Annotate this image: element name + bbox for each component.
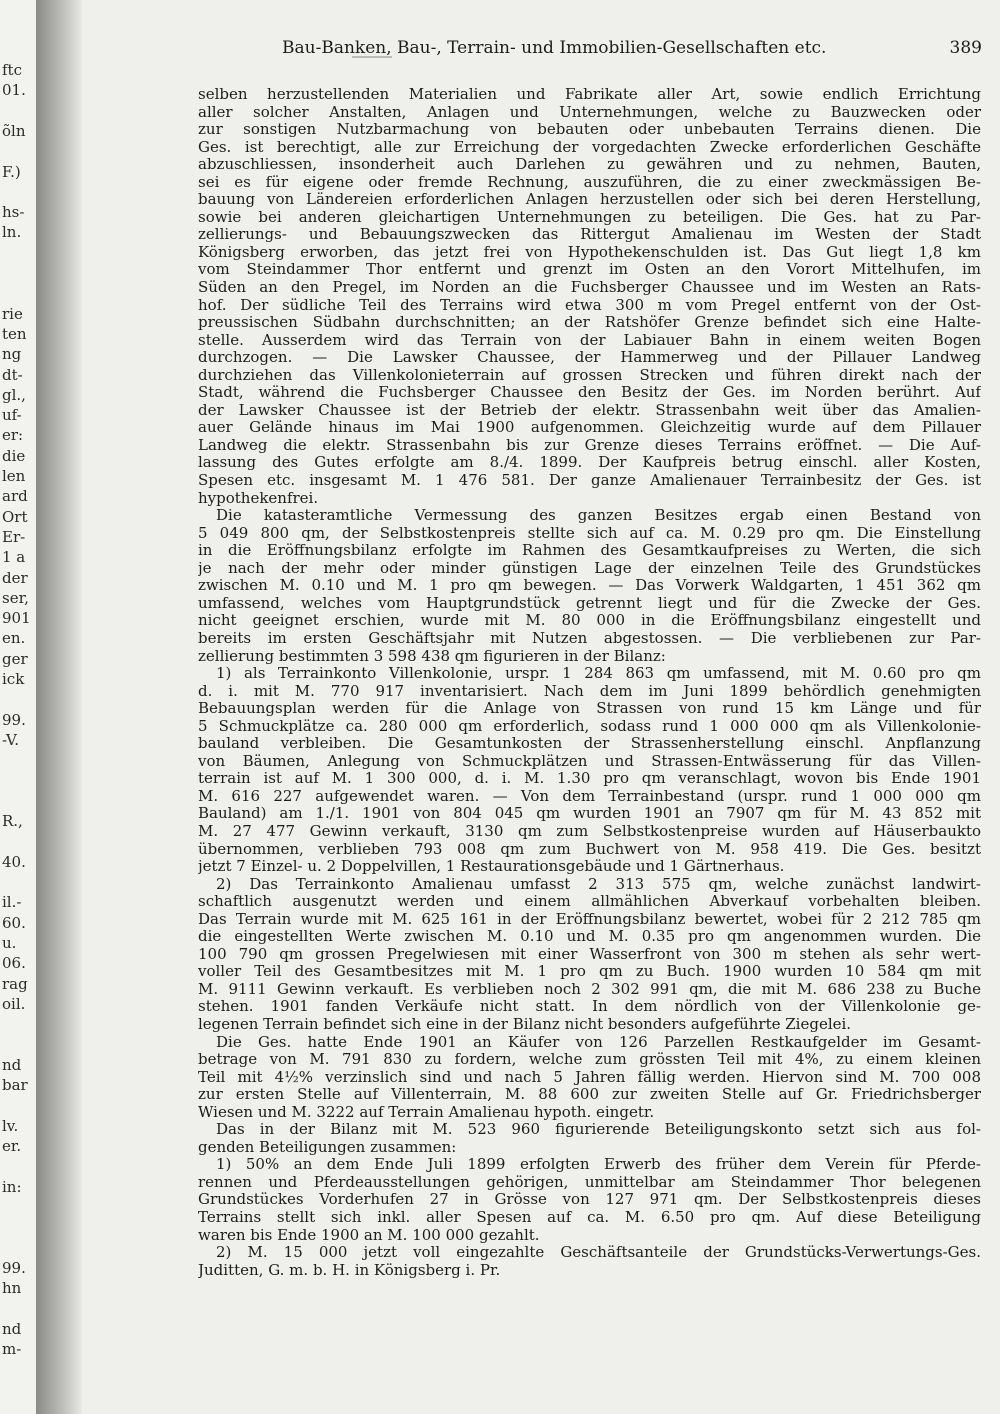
text-line: Das in der Bilanz mit M. 523 960 figurierende Beteiligungskonto setzt sich aus fol- <box>216 1121 981 1139</box>
margin-fragment: 60. <box>2 913 26 932</box>
text-line: Die Ges. hatte Ende 1901 an Käufer von 126 Parzellen Restkaufgelder im Gesamt- <box>216 1033 981 1051</box>
text-line: 2) Das Terrainkonto Amalienau umfasst 2 313 575 qm, welche zunächst landwirt- <box>216 875 981 893</box>
margin-fragment: hn <box>2 1279 22 1297</box>
text-line: genden Beteiligungen zusammen: <box>198 1138 457 1156</box>
running-head <box>282 38 982 62</box>
text-line: nicht geeignet erschien, wurde mit M. 80 000 in die Eröffnungsbilanz eingestellt und <box>198 612 981 630</box>
margin-fragment: 99. <box>2 1258 26 1277</box>
text-line: schaftlich ausgenutzt werden und einem allmählichen Abverkauf vorbehalten bleiben. <box>198 893 981 911</box>
margin-fragment: 99. <box>2 710 26 729</box>
text-line: übernommen, verblieben 793 008 qm zum Buchwert von M. 958 419. Die Ges. besitzt <box>198 840 981 858</box>
text-line: voller Teil des Gesamtbesitzes mit M. 1 pro qm zu Buch. 1900 wurden 10 584 qm mit <box>198 963 981 981</box>
margin-fragment: ten <box>2 324 27 343</box>
book-gutter-shadow <box>36 0 82 1414</box>
margin-fragment: 40. <box>2 852 26 871</box>
text-line: durchziehen das Villenkolonieterrain auf grossen Strecken und führen direkt nach der <box>198 366 981 384</box>
text-line: jetzt 7 Einzel- u. 2 Doppelvillen, 1 Restaurationsgebäude und 1 Gärtnerhaus. <box>198 858 785 876</box>
text-line: rennen und Pferdeausstellungen gehörigen, unmittelbar am Steindammer Thor belegenen <box>198 1173 981 1191</box>
margin-fragment: len <box>2 467 26 485</box>
margin-fragment: er. <box>2 1136 22 1155</box>
text-line: die eingestellten Werte zwischen M. 0.10 und M. 0.35 pro qm angenommen wurden. Die <box>198 928 981 946</box>
text-line: umfassend, welches vom Hauptgrundstück getrennt liegt und für die Zwecke der Ges. <box>198 594 981 612</box>
margin-fragment: nd <box>2 1055 22 1074</box>
text-line: bauung von Ländereien erforderlichen Anlagen herzustellen oder sich bei deren Herstellung, <box>198 191 981 209</box>
margin-fragment: nd <box>2 1319 22 1338</box>
text-line: auer Gelände hinaus im Mai 1900 aufgenommen. Gleichzeitig wurde auf dem Pillauer <box>198 419 981 437</box>
body-text <box>198 86 981 1279</box>
text-line: Grundstückes Vorderhufen 27 in Grösse von 127 971 qm. Der Selbstkostenpreis dieses <box>198 1191 981 1209</box>
text-line: M. 27 477 Gewinn verkauft, 3130 qm zum Selbstkostenpreise wurden auf Häuserbaukto <box>198 822 981 840</box>
text-line: zellierung bestimmten 3 598 438 qm figurieren in der Bilanz: <box>198 647 666 665</box>
text-line: je nach der mehr oder minder günstigen Lage der einzelnen Teile des Grundstückes <box>198 559 981 577</box>
text-line: 2) M. 15 000 jetzt voll eingezahlte Geschäftsanteile der Grundstücks-Verwertungs-Ges. <box>216 1244 981 1262</box>
text-line: d. i. mit M. 770 917 inventarisiert. Nach dem im Juni 1899 behördlich genehmigten <box>198 682 981 700</box>
text-line: legenen Terrain befindet sich eine in der Bilanz nicht besonders aufgeführte Ziegelei. <box>198 1015 852 1033</box>
text-line: Spesen etc. insgesamt M. 1 476 581. Der ganze Amalienauer Terrainbesitz der Ges. ist <box>198 472 981 490</box>
margin-fragment: u. <box>2 933 17 952</box>
text-line: abzuschliessen, insonderheit auch Darlehen zu gewähren und zu nehmen, Bauten, <box>198 156 981 174</box>
margin-fragment: in: <box>2 1177 22 1196</box>
text-line: lassung des Gutes erfolgte am 8./4. 1899. Der Kaufpreis betrug einschl. aller Kosten, <box>198 454 981 472</box>
text-line: preussischen Südbahn durchschnitten; an der Ratshöfer Grenze befindet sich eine Halte- <box>198 314 981 332</box>
text-line: zur sonstigen Nutzbarmachung von bebauten oder unbebauten Terrains dienen. Die <box>198 121 981 139</box>
text-line: betrage von M. 791 830 zu fordern, welche zum grössten Teil mit 4%, zu einem kleinen <box>198 1051 981 1069</box>
text-line: stehen. 1901 fanden Verkäufe nicht statt. In dem nördlich von der Villenkolonie ge- <box>198 998 981 1016</box>
margin-fragment: hs- <box>2 203 25 222</box>
text-line: Terrains stellt sich inkl. aller Spesen auf ca. M. 6.50 pro qm. Auf diese Beteiligung <box>198 1209 981 1226</box>
margin-fragment: uf- <box>2 406 22 425</box>
text-line: zur ersten Stelle auf Villenterrain, M. 88 600 zur zweiten Stelle auf Gr. Friedrichsberger <box>198 1086 981 1104</box>
text-line: Juditten, G. m. b. H. in Königsberg i. Pr. <box>198 1261 501 1279</box>
text-line: bereits im ersten Geschäftsjahr mit Nutzen abgestossen. — Die verbliebenen zur Par- <box>198 629 981 647</box>
running-title: Bau-Banken, Bau-, Terrain- und Immobilien-Gesellschaften etc. <box>282 38 827 58</box>
margin-fragment: 06. <box>2 954 26 973</box>
text-line: bauland verbleiben. Die Gesamtunkosten der Strassenherstellung einschl. Anpflanzung <box>198 735 981 753</box>
text-line: Königsberg erworben, das jetzt frei von Hypothekenschulden ist. Das Gut liegt 1,8 km <box>198 243 981 261</box>
text-line: terrain ist auf M. 1 300 000, d. i. M. 1.30 pro qm veranschlagt, wovon bis Ende 1901 <box>198 770 981 788</box>
book-page <box>82 0 1000 1414</box>
margin-fragment: m- <box>2 1339 22 1358</box>
margin-fragment: ng <box>2 345 22 364</box>
text-line: 1) 50% an dem Ende Juli 1899 erfolgten Erwerb des früher dem Verein für Pferde- <box>216 1156 981 1174</box>
text-line: Süden an den Pregel, im Norden an die Fuchsberger Chaussee und im Westen an Rats- <box>198 279 981 297</box>
margin-fragment: bar <box>2 1076 28 1094</box>
margin-fragment: R., <box>2 812 23 831</box>
margin-fragment: õln <box>2 121 26 140</box>
margin-fragment: der <box>2 568 28 587</box>
text-line: selben herzustellenden Materialien und Fabrikate aller Art, sowie endlich Errichtung <box>198 86 981 103</box>
text-line: Ges. ist berechtigt, alle zur Erreichung der vorgedachten Zwecke erforderlichen Geschäfte <box>198 138 981 156</box>
text-line: 5 049 800 qm, der Selbstkostenpreis stellte sich auf ca. M. 0.29 pro qm. Die Einstellung <box>198 524 981 542</box>
adjacent-page-edge <box>0 0 36 1414</box>
margin-fragment: ard <box>2 487 28 506</box>
margin-fragment: ftc <box>2 61 22 79</box>
margin-fragment: Ort <box>2 507 28 526</box>
text-line: Landweg die elektr. Strassenbahn bis zur Grenze dieses Terrains eröffnet. — Die Auf- <box>198 436 981 454</box>
text-line: stelle. Ausserdem wird das Terrain von der Labiauer Bahn in einem weiten Bogen <box>198 331 981 349</box>
text-line: Bebauungsplan werden für die Anlage von Strassen von rund 15 km Länge und für <box>198 700 981 718</box>
margin-fragment: oil. <box>2 994 26 1013</box>
margin-fragment: lv. <box>2 1116 19 1135</box>
margin-fragment: ser, <box>2 588 29 607</box>
text-line: Die katasteramtliche Vermessung des ganzen Besitzes ergab einen Bestand von <box>216 507 981 525</box>
text-line: Das Terrain wurde mit M. 625 161 in der Eröffnungsbilanz bewertet, wobei für 2 212 785 qm <box>198 910 981 928</box>
margin-fragment: Er- <box>2 527 26 546</box>
text-line: von Bäumen, Anlegung von Schmuckplätzen und Strassen-Entwässerung für das Villen- <box>198 752 981 770</box>
text-line: Wiesen und M. 3222 auf Terrain Amalienau hypoth. eingetr. <box>198 1103 655 1121</box>
text-line: M. 616 227 aufgewendet waren. — Von dem Terrainbestand (urspr. rund 1 000 000 qm <box>198 787 981 805</box>
text-line: Teil mit 4½% verzinslich sind und nach 5 Jahren fällig werden. Hiervon sind M. 700 008 <box>198 1068 981 1086</box>
margin-fragment: en. <box>2 629 26 648</box>
margin-fragment: -V. <box>2 730 19 749</box>
text-line: hypothekenfrei. <box>198 489 319 507</box>
text-line: sowie bei anderen gleichartigen Unternehmungen zu beteiligen. Die Ges. hat zu Par- <box>198 208 981 226</box>
margin-fragment: ick <box>2 670 25 688</box>
text-line: 100 790 qm grossen Pregelwiesen mit einer Wasserfront von 300 m stehen als sehr wert- <box>198 945 981 963</box>
margin-fragment: ger <box>2 649 28 668</box>
margin-fragment: 01. <box>2 81 26 100</box>
margin-fragment: die <box>2 446 26 465</box>
text-line: waren bis Ende 1900 an M. 100 000 gezahlt. <box>198 1226 540 1244</box>
text-line: sei es für eigene oder fremde Rechnung, auszuführen, die zu einer zweckmässigen Be- <box>198 173 981 191</box>
margin-fragment: er: <box>2 426 24 445</box>
margin-fragment: gl., <box>2 385 26 404</box>
text-line: aller solcher Anstalten, Anlagen und Unternehmungen, welche zu Bauzwecken oder <box>198 103 981 121</box>
margin-fragment: dt- <box>2 365 23 384</box>
margin-fragment: ln. <box>2 223 22 242</box>
margin-fragment: 1 a <box>2 548 26 567</box>
text-line: durchzogen. — Die Lawsker Chaussee, der Hammerweg und der Pillauer Landweg <box>198 349 981 367</box>
text-line: zwischen M. 0.10 und M. 1 pro qm bewegen. — Das Vorwerk Waldgarten, 1 451 362 qm <box>198 577 981 595</box>
margin-fragment: 901 <box>2 609 31 628</box>
margin-fragment: F.) <box>2 162 21 181</box>
text-line: der Lawsker Chaussee ist der Betrieb der elektr. Strassenbahn weit über das Amalien- <box>198 401 981 419</box>
text-line: zellierungs- und Bebauungszwecken das Rittergut Amalienau im Westen der Stadt <box>198 226 981 244</box>
margin-fragment: il.- <box>2 893 22 912</box>
text-line: hof. Der südliche Teil des Terrains wird etwa 300 m vom Pregel entfernt von der Ost- <box>198 296 981 314</box>
page-number: 389 <box>949 38 982 58</box>
text-line: vom Steindammer Thor entfernt und grenzt im Osten an den Vorort Mittelhufen, im <box>198 261 981 279</box>
text-line: 5 Schmuckplätze ca. 280 000 qm erforderlich, sodass rund 1 000 000 qm als Villenkolonie- <box>198 717 981 735</box>
text-line: M. 9111 Gewinn verkauft. Es verblieben noch 2 302 991 qm, die mit M. 686 238 zu Buche <box>198 980 981 998</box>
margin-fragment: rag <box>2 974 28 993</box>
text-line: Bauland) am 1./1. 1901 von 804 045 qm wurden 1901 an 7907 qm für M. 43 852 mit <box>198 805 981 823</box>
text-line: 1) als Terrainkonto Villenkolonie, urspr. 1 284 863 qm umfassend, mit M. 0.60 pro qm <box>216 665 981 683</box>
text-line: in die Eröffnungsbilanz erfolgte im Rahmen des Gesamtkaufpreises zu Werten, die sich <box>198 542 981 560</box>
text-line: Stadt, während die Fuchsberger Chaussee den Besitz der Ges. im Norden berührt. Auf <box>198 384 981 402</box>
margin-fragment: rie <box>2 304 23 323</box>
